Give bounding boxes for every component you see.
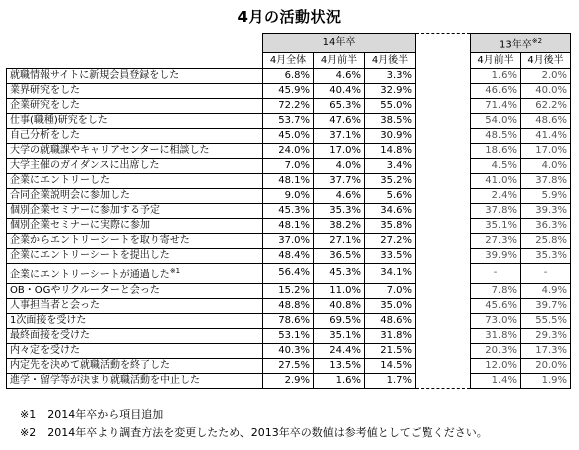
value-cell-13: 45.6% [471, 298, 521, 313]
value-cell: 34.6% [365, 204, 416, 219]
table-row [7, 328, 571, 343]
value-cell: 45.3% [314, 264, 365, 283]
value-cell: 1.7% [365, 373, 416, 388]
value-cell: 48.6% [365, 313, 416, 328]
value-cell: 7.0% [365, 283, 416, 298]
value-cell: 3.3% [365, 69, 416, 84]
value-cell: 35.0% [365, 298, 416, 313]
value-cell-13: 41.0% [471, 174, 521, 189]
value-cell: 14.8% [365, 144, 416, 159]
value-cell: 45.0% [263, 129, 314, 144]
header-col: 4月後半 [521, 53, 571, 69]
value-cell: 17.0% [314, 144, 365, 159]
table-row [7, 204, 571, 219]
table-row [7, 298, 571, 313]
value-cell-13: 25.8% [521, 234, 571, 249]
value-cell-13: 20.3% [471, 343, 521, 358]
value-cell: 40.8% [314, 298, 365, 313]
table-row [7, 69, 571, 84]
value-cell: 34.1% [365, 264, 416, 283]
value-cell: 9.0% [263, 189, 314, 204]
value-cell: 37.1% [314, 129, 365, 144]
value-cell-13: 2.4% [471, 189, 521, 204]
value-cell-13: 17.0% [521, 144, 571, 159]
header-group-14: 14年卒 [263, 34, 416, 53]
table-row [7, 264, 571, 283]
table-row [7, 343, 571, 358]
value-cell-13: 37.8% [521, 174, 571, 189]
row-label: 個別企業セミナーに実際に参加 [7, 219, 263, 234]
table-row [7, 234, 571, 249]
value-cell: 69.5% [314, 313, 365, 328]
page-title: 4月の活動状況 [237, 8, 342, 26]
value-cell: 13.5% [314, 358, 365, 373]
value-cell-13: 41.4% [521, 129, 571, 144]
value-cell: 37.7% [314, 174, 365, 189]
value-cell-13: 46.6% [471, 84, 521, 99]
value-cell: 4.6% [314, 69, 365, 84]
value-cell-13: - [471, 264, 521, 283]
value-cell-13: 18.6% [471, 144, 521, 159]
value-cell: 45.9% [263, 84, 314, 99]
value-cell: 48.1% [263, 174, 314, 189]
row-label: 企業からエントリーシートを取り寄せた [7, 234, 263, 249]
value-cell: 45.3% [263, 204, 314, 219]
value-cell-13: 17.3% [521, 343, 571, 358]
value-cell: 72.2% [263, 99, 314, 114]
table-row [7, 99, 571, 114]
value-cell: 35.1% [314, 328, 365, 343]
table-row [7, 159, 571, 174]
value-cell: 40.3% [263, 343, 314, 358]
value-cell: 2.9% [263, 373, 314, 388]
row-label: 企業にエントリーシートが通過した$^{※1}$ [7, 264, 263, 283]
value-cell: 3.4% [365, 159, 416, 174]
value-cell-13: 40.0% [521, 84, 571, 99]
table-row [7, 144, 571, 159]
value-cell: 47.6% [314, 114, 365, 129]
header-col: 4月前半 [314, 53, 365, 69]
note-mark-1: ※1 [169, 267, 181, 276]
value-cell: 27.2% [365, 234, 416, 249]
value-cell-13: - [521, 264, 571, 283]
footnote-1: ※1 2014年卒から項目追加 [20, 408, 164, 421]
row-label: 合同企業説明会に参加した [7, 189, 263, 204]
value-cell: 35.3% [314, 204, 365, 219]
value-cell: 11.0% [314, 283, 365, 298]
footnote-2: ※2 2014年卒より調査方法を変更したため、2013年卒の数値は参考値としてご覧ください。 [20, 426, 488, 439]
value-cell-13: 29.3% [521, 328, 571, 343]
table-row [7, 84, 571, 99]
row-label: 最終面接を受けた [7, 328, 263, 343]
value-cell-13: 1.9% [521, 373, 571, 388]
value-cell: 24.4% [314, 343, 365, 358]
value-cell: 37.0% [263, 234, 314, 249]
value-cell: 1.6% [314, 373, 365, 388]
row-label: 個別企業セミナーに参加する予定 [7, 204, 263, 219]
table-row [7, 189, 571, 204]
header-col: 4月全体 [263, 53, 314, 69]
value-cell-13: 1.4% [471, 373, 521, 388]
row-label: 自己分析をした [7, 129, 263, 144]
footnotes [20, 406, 488, 442]
value-cell-13: 62.2% [521, 99, 571, 114]
value-cell: 33.5% [365, 249, 416, 264]
header-group-13: 13年卒$^{※2}$ [471, 34, 571, 53]
value-cell-13: 35.1% [471, 219, 521, 234]
row-label: 業界研究をした [7, 84, 263, 99]
value-cell: 53.7% [263, 114, 314, 129]
value-cell: 15.2% [263, 283, 314, 298]
table-row [7, 313, 571, 328]
row-label: 企業研究をした [7, 99, 263, 114]
value-cell-13: 73.0% [471, 313, 521, 328]
table-row [7, 373, 571, 388]
value-cell-13: 36.3% [521, 219, 571, 234]
value-cell-13: 35.3% [521, 249, 571, 264]
value-cell: 55.0% [365, 99, 416, 114]
value-cell-13: 20.0% [521, 358, 571, 373]
table-row [7, 219, 571, 234]
value-cell: 40.4% [314, 84, 365, 99]
row-label: 内定先を決めて就職活動を終了した [7, 358, 263, 373]
value-cell: 4.6% [314, 189, 365, 204]
value-cell-13: 7.8% [471, 283, 521, 298]
row-label: OB・OGやリクルーターと会った [7, 283, 263, 298]
value-cell: 24.0% [263, 144, 314, 159]
value-cell-13: 4.0% [521, 159, 571, 174]
row-label: 就職情報サイトに新規会員登録をした [7, 69, 263, 84]
value-cell: 65.3% [314, 99, 365, 114]
row-label: 進学・留学等が決まり就職活動を中止した [7, 373, 263, 388]
value-cell: 27.1% [314, 234, 365, 249]
value-cell-13: 2.0% [521, 69, 571, 84]
value-cell-13: 71.4% [471, 99, 521, 114]
table-row [7, 174, 571, 189]
header-col: 4月前半 [471, 53, 521, 69]
value-cell-13: 55.5% [521, 313, 571, 328]
value-cell-13: 48.5% [471, 129, 521, 144]
row-label: 仕事(職種)研究をした [7, 114, 263, 129]
value-cell-13: 12.0% [471, 358, 521, 373]
row-label: 企業にエントリーした [7, 174, 263, 189]
value-cell-13: 5.9% [521, 189, 571, 204]
value-cell-13: 4.9% [521, 283, 571, 298]
value-cell: 36.5% [314, 249, 365, 264]
value-cell-13: 39.9% [471, 249, 521, 264]
value-cell-13: 31.8% [471, 328, 521, 343]
value-cell-13: 27.3% [471, 234, 521, 249]
row-label: 人事担当者と会った [7, 298, 263, 313]
value-cell: 6.8% [263, 69, 314, 84]
table-row [7, 129, 571, 144]
value-cell-13: 4.5% [471, 159, 521, 174]
value-cell: 35.2% [365, 174, 416, 189]
row-label: 大学主催のガイダンスに出席した [7, 159, 263, 174]
value-cell: 21.5% [365, 343, 416, 358]
value-cell-13: 48.6% [521, 114, 571, 129]
value-cell-13: 54.0% [471, 114, 521, 129]
value-cell: 48.8% [263, 298, 314, 313]
value-cell: 31.8% [365, 328, 416, 343]
row-label: 1次面接を受けた [7, 313, 263, 328]
value-cell-13: 39.7% [521, 298, 571, 313]
table-row [7, 358, 571, 373]
table-row [7, 283, 571, 298]
row-label: 大学の就職課やキャリアセンターに相談した [7, 144, 263, 159]
activity-table [6, 33, 571, 389]
value-cell-13: 37.8% [471, 204, 521, 219]
value-cell: 38.2% [314, 219, 365, 234]
row-label: 企業にエントリーシートを提出した [7, 249, 263, 264]
row-label: 内々定を受けた [7, 343, 263, 358]
value-cell-13: 1.6% [471, 69, 521, 84]
value-cell: 48.4% [263, 249, 314, 264]
value-cell: 5.6% [365, 189, 416, 204]
value-cell: 53.1% [263, 328, 314, 343]
value-cell: 30.9% [365, 129, 416, 144]
value-cell: 48.1% [263, 219, 314, 234]
value-cell: 35.8% [365, 219, 416, 234]
header-col: 4月後半 [365, 53, 416, 69]
value-cell: 14.5% [365, 358, 416, 373]
table-row [7, 114, 571, 129]
value-cell: 7.0% [263, 159, 314, 174]
value-cell: 4.0% [314, 159, 365, 174]
note-mark-2: ※2 [531, 37, 543, 45]
value-cell: 56.4% [263, 264, 314, 283]
value-cell: 27.5% [263, 358, 314, 373]
value-cell: 38.5% [365, 114, 416, 129]
value-cell-13: 39.3% [521, 204, 571, 219]
value-cell: 78.6% [263, 313, 314, 328]
table-row [7, 249, 571, 264]
value-cell: 32.9% [365, 84, 416, 99]
